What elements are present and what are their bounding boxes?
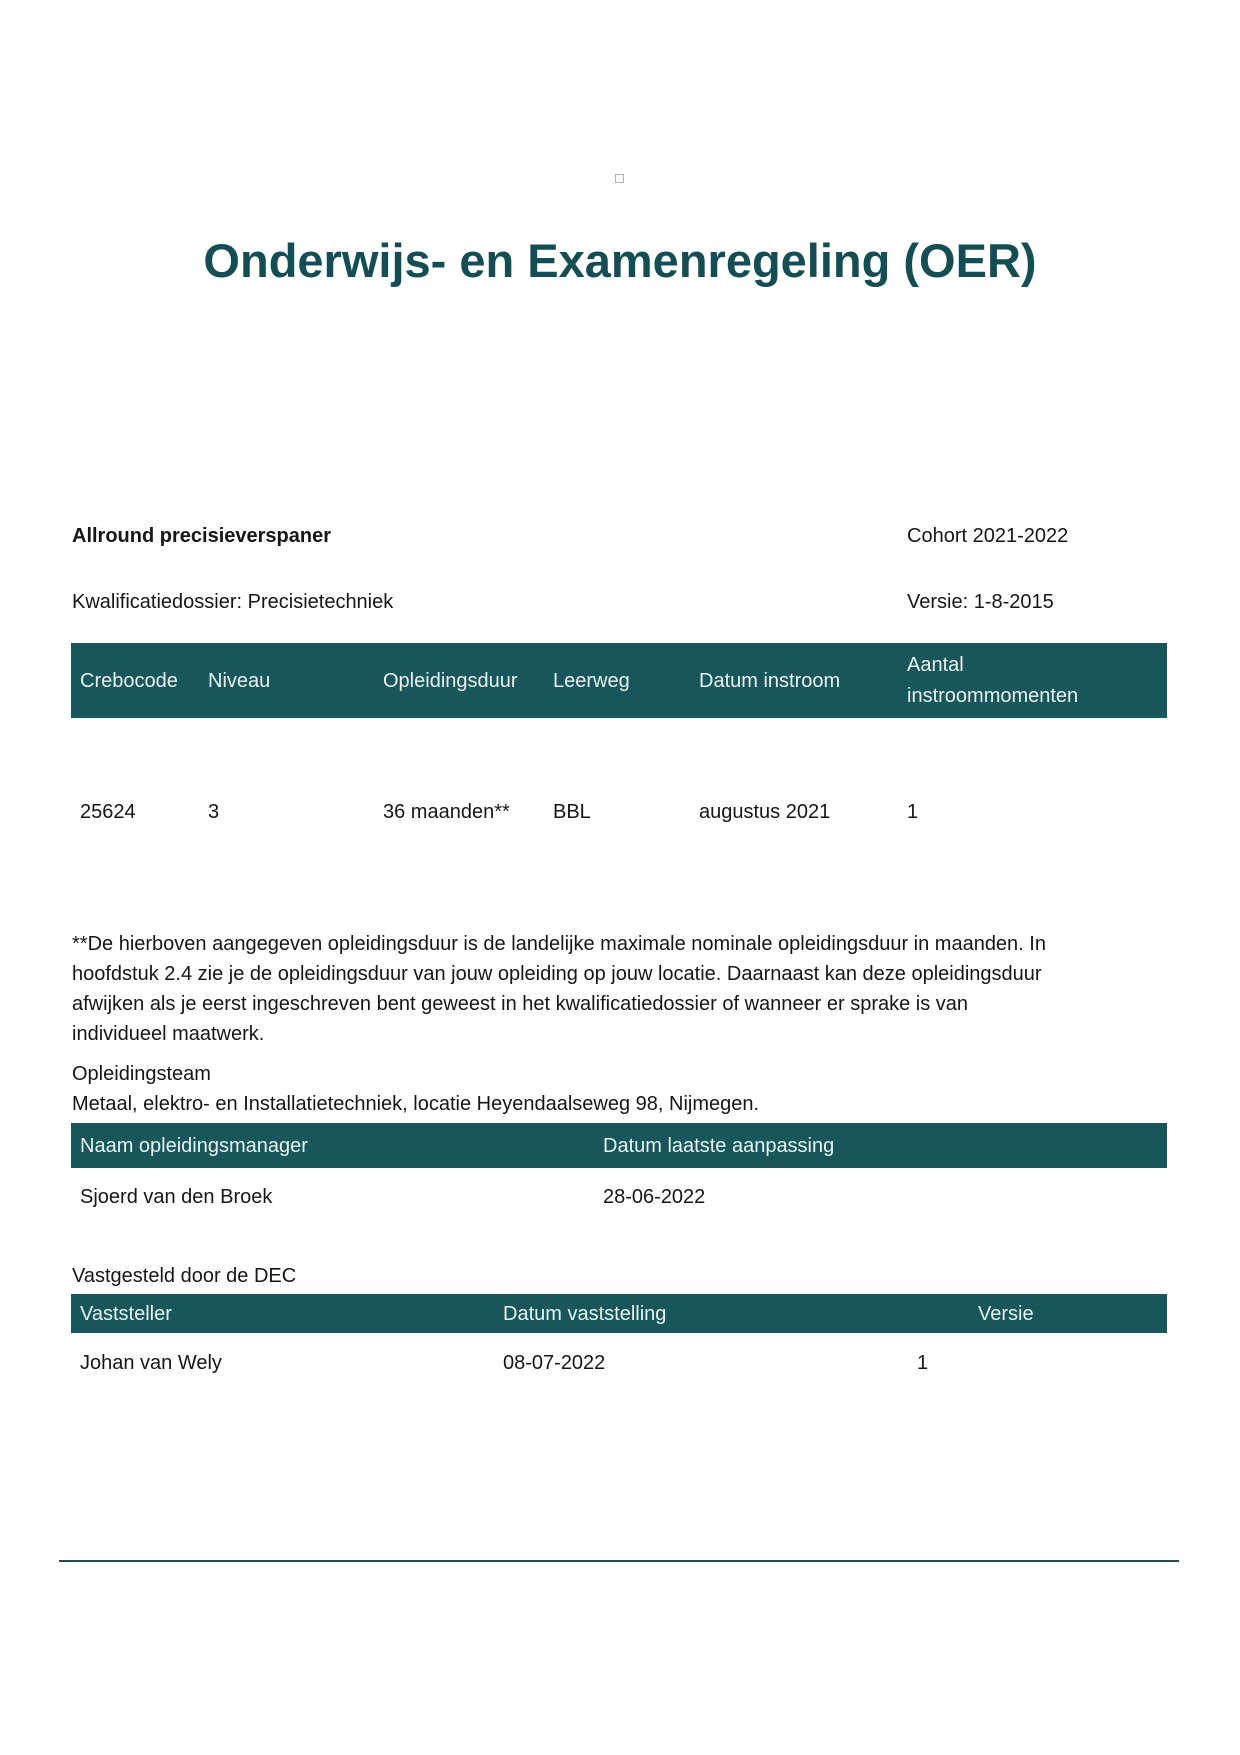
column-header-versie: Versie [978, 1302, 1034, 1325]
cell-opleidingsduur: 36 maanden** [383, 801, 510, 823]
manager-table-header [71, 1123, 1167, 1168]
missing-image-placeholder-icon [615, 174, 624, 183]
column-header-datum-instroom: Datum instroom [699, 669, 841, 692]
column-header-niveau: Niveau [208, 669, 271, 692]
cohort-label: Cohort 2021-2022 [907, 525, 1069, 547]
approval-table-header [71, 1294, 1167, 1333]
column-header-naam-opleidingsmanager: Naam opleidingsmanager [80, 1134, 308, 1157]
column-header-leerweg: Leerweg [553, 669, 630, 692]
qualification-label: Kwalificatiedossier: Precisietechniek [72, 591, 394, 613]
team-description: Metaal, elektro- en Installatietechniek, locatie Heyendaalseweg 98, Nijmegen. [72, 1093, 760, 1115]
cell-datum-instroom: augustus 2021 [699, 801, 831, 823]
column-header-opleidingsduur: Opleidingsduur [383, 669, 518, 692]
footer-divider [59, 1560, 1179, 1562]
column-header-datum-laatste-aanpassing: Datum laatste aanpassing [603, 1134, 835, 1157]
column-header-datum-vaststelling: Datum vaststelling [503, 1302, 667, 1325]
program-table-header [71, 643, 1167, 718]
cell-niveau: 3 [208, 801, 220, 823]
team-label: Opleidingsteam [72, 1063, 211, 1085]
column-header-aantal-instroommomenten: Aantal instroommomenten [907, 653, 1079, 707]
cell-crebocode: 25624 [80, 801, 136, 823]
column-header-vaststeller: Vaststeller [80, 1302, 172, 1325]
column-header-crebocode: Crebocode [80, 669, 178, 692]
cell-versie: 1 [917, 1352, 929, 1374]
cell-datum-vaststelling: 08-07-2022 [503, 1352, 606, 1374]
approval-label: Vastgesteld door de DEC [72, 1265, 297, 1287]
cell-vaststeller: Johan van Wely [80, 1352, 222, 1374]
cell-datum-laatste-aanpassing: 28-06-2022 [603, 1186, 706, 1208]
cell-leerweg: BBL [553, 801, 591, 823]
program-name: Allround precisieverspaner [72, 525, 331, 547]
version-label: Versie: 1-8-2015 [907, 591, 1054, 613]
cell-aantal-instroommomenten: 1 [907, 801, 919, 823]
duration-footnote: **De hierboven aangegeven opleidingsduur is de landelijke maximale nominale opleidingsduur in maanden. In hoofdstuk 2.4 zie je de opleidingsduur van jouw opleiding op jouw locatie. Daarnaast kan deze opleidingsduur afwijken als je eerst ingeschreven bent geweest in het kwalificatiedossier of wanneer er sprake is van individueel maatwerk. [72, 933, 1046, 1045]
cell-opleidingsmanager: Sjoerd van den Broek [80, 1186, 273, 1208]
document-title: Onderwijs- en Examenregeling (OER) [203, 234, 1037, 287]
